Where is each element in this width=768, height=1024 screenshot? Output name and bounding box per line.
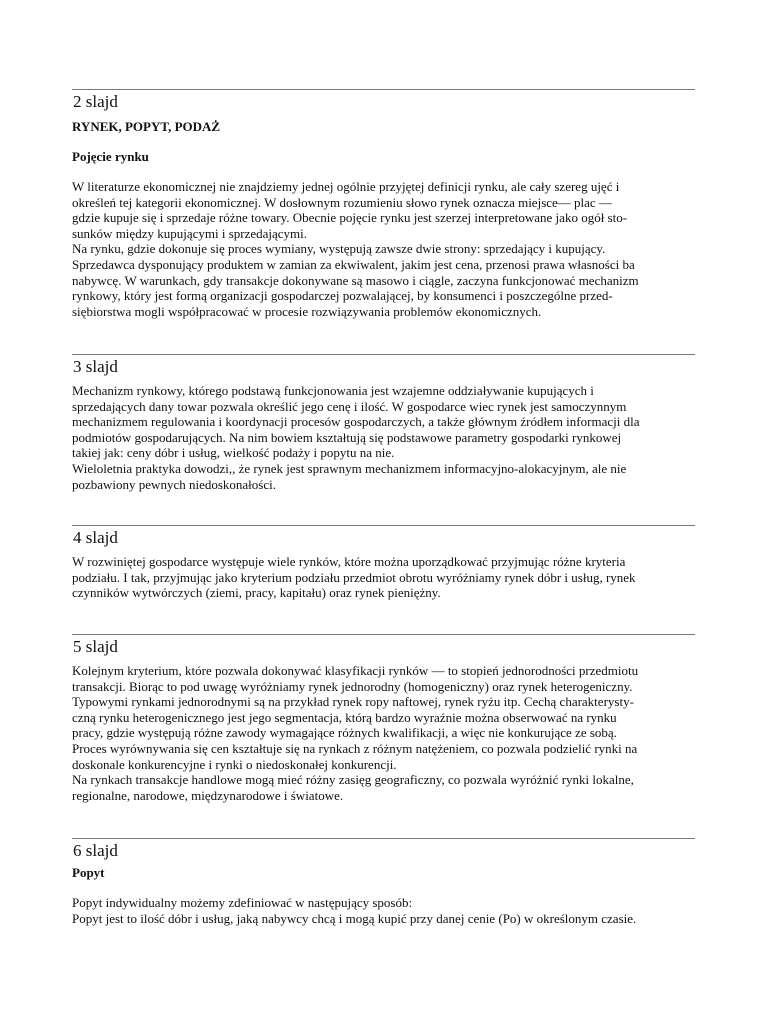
- paragraph: W rozwiniętej gospodarce występuje wiele rynków, które można uporządkować przyjmując różne kryteria podziału. I tak, przyjmując jako kryterium podziału przedmiot obrotu wyróżniamy rynek dóbr i usług, rynek czynników wytwórczych (ziemi, pracy, kapitału) oraz rynek pieniężny.: [72, 554, 636, 601]
- section-divider: [72, 354, 695, 355]
- document-title: RYNEK, POPYT, PODAŻ: [72, 119, 221, 134]
- paragraph: Kolejnym kryterium, które pozwala dokonywać klasyfikacji rynków — to stopień jednorodności przedmiotu transakcji. Biorąc to pod uwagę wyróżniamy rynek jednorodny (homogeniczny) oraz rynek heterogeniczny. Typowymi rynkami jednorodnymi są na przykład rynek ropy naftowej, rynek ryżu itp. Cechą charakterysty- czną rynku heterogenicznego jest jego segmentacja, którą bardzo wyraźnie można obserwować na rynku pracy, gdzie występują różne zawody wymagające różnych kwalifikacji, a więc nie konkurujące ze sobą. Proces wyrównywania się cen kształtuje się na rynkach z różnym natężeniem, co pozwala podzielić rynki na doskonale konkurencyjne i rynki o niedoskonałej konkurencji. Na rynkach transakcje handlowe mogą mieć różny zasięg geograficzny, co pozwala wyróżnić rynki lokalne, regionalne, narodowe, międzynarodowe i światowe.: [72, 663, 639, 803]
- section-slide-5: [72, 634, 695, 803]
- section-divider: [72, 525, 695, 526]
- section-subtitle: Popyt: [72, 865, 105, 880]
- section-subtitle: Pojęcie rynku: [72, 149, 149, 164]
- slide-label: 2 slajd: [73, 92, 118, 111]
- section-slide-3: [72, 354, 695, 492]
- slide-label: 3 slajd: [73, 357, 118, 376]
- section-divider: [72, 838, 695, 839]
- slide-label: 5 slajd: [73, 637, 118, 656]
- slide-label: 6 slajd: [73, 841, 118, 860]
- slide-label: 4 slajd: [73, 528, 118, 547]
- section-slide-2: [72, 89, 695, 319]
- section-slide-4: [72, 525, 695, 601]
- section-divider: [72, 634, 695, 635]
- paragraph: W literaturze ekonomicznej nie znajdziemy jednej ogólnie przyjętej definicji rynku, ale cały szereg ujęć i określeń tej kategorii ekonomicznej. W dosłownym rozumieniu słowo rynek oznacza miejsce— plac — gdzie kupuje się i sprzedaje różne towary. Obecnie pojęcie rynku jest szerzej interpretowane jako ogół sto- sunków między kupującymi i sprzedającymi. Na rynku, gdzie dokonuje się proces wymiany, występują zawsze dwie strony: sprzedający i kupujący. Sprzedawca dysponujący produktem w zamian za ekwiwalent, jakim jest cena, przenosi prawa własności ba nabywcę. W warunkach, gdy transakcje dokonywane są masowo i ciągle, zaczyna funkcjonować mechanizm rynkowy, który jest formą organizacji gospodarczej pozwalającej, by konsumenci i poszczególne przed- siębiorstwa mogli współpracować w procesie rozwiązywania problemów ekonomicznych.: [72, 179, 639, 319]
- paragraph: Mechanizm rynkowy, którego podstawą funkcjonowania jest wzajemne oddziaływanie kupujących i sprzedających dany towar pozwala określić jego cenę i ilość. W gospodarce wiec rynek jest samoczynnym mechanizmem regulowania i koordynacji procesów gospodarczych, a także głównym źródłem informacji dla podmiotów gospodarujących. Na nim bowiem kształtują się podstawowe parametry gospodarki rynkowej takiej jak: ceny dóbr i usług, wielkość podaży i popytu na nie. Wieloletnia praktyka dowodzi,, że rynek jest sprawnym mechanizmem informacyjno-alokacyjnym, ale nie pozbawiony pewnych niedoskonałości.: [72, 383, 640, 492]
- paragraph: Popyt indywidualny możemy zdefiniować w następujący sposób: Popyt jest to ilość dóbr i usług, jaką nabywcy chcą i mogą kupić przy danej cenie (Po) w określonym czasie.: [72, 895, 637, 926]
- section-slide-6: [72, 838, 695, 926]
- section-divider: [72, 89, 695, 90]
